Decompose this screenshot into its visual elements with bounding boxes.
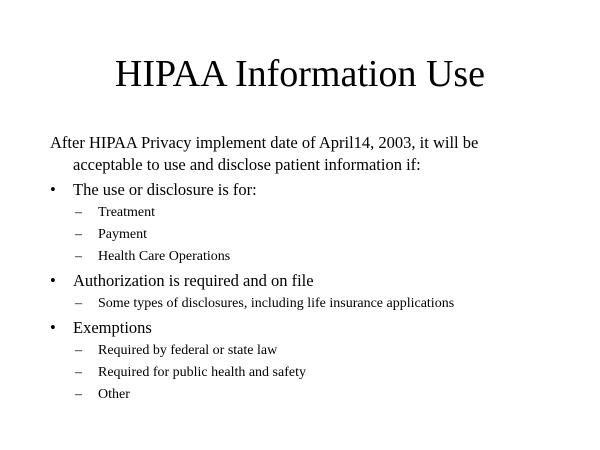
sub-item-text: Other — [98, 387, 130, 402]
sub-item — [50, 341, 580, 361]
sub-item-text: Treatment — [98, 205, 156, 220]
sub-list — [50, 203, 580, 267]
slide-content — [50, 132, 580, 407]
bullet-marker: • — [50, 180, 56, 199]
bullet-group-use-or-disclosure — [50, 179, 580, 267]
bullet-item — [50, 270, 580, 292]
slide-title: HIPAA Information Use — [114, 53, 486, 95]
sub-item-text: Payment — [98, 227, 147, 242]
dash-marker: – — [75, 343, 82, 358]
bullet-text: Authorization is required and on file — [73, 271, 314, 290]
bullet-group-exemptions — [50, 317, 580, 405]
bullet-text: The use or disclosure is for: — [73, 180, 257, 199]
sub-item — [50, 203, 580, 223]
intro-paragraph — [50, 132, 580, 176]
bullet-marker: • — [50, 318, 56, 337]
dash-marker: – — [75, 296, 82, 311]
intro-line-2: acceptable to use and disclose patient information if: — [73, 155, 421, 174]
sub-item-text: Required for public health and safety — [98, 365, 306, 380]
dash-marker: – — [75, 365, 82, 380]
bullet-item — [50, 317, 580, 339]
sub-item-text: Some types of disclosures, including life insurance applications — [98, 296, 455, 311]
dash-marker: – — [75, 205, 82, 220]
sub-item — [50, 363, 580, 383]
dash-marker: – — [75, 249, 82, 264]
bullet-group-authorization — [50, 270, 580, 314]
sub-item-text: Required by federal or state law — [98, 343, 278, 358]
intro-line-1: After HIPAA Privacy implement date of April14, 2003, it will be — [50, 133, 479, 152]
bullet-item — [50, 179, 580, 201]
dash-marker: – — [75, 387, 82, 402]
sub-list — [50, 341, 580, 405]
sub-item — [50, 225, 580, 245]
bullet-marker: • — [50, 271, 56, 290]
dash-marker: – — [75, 227, 82, 242]
sub-item — [50, 385, 580, 405]
sub-item-text: Health Care Operations — [98, 249, 231, 264]
sub-item — [50, 247, 580, 267]
sub-list — [50, 294, 580, 314]
bullet-text: Exemptions — [73, 318, 152, 337]
sub-item — [50, 294, 580, 314]
